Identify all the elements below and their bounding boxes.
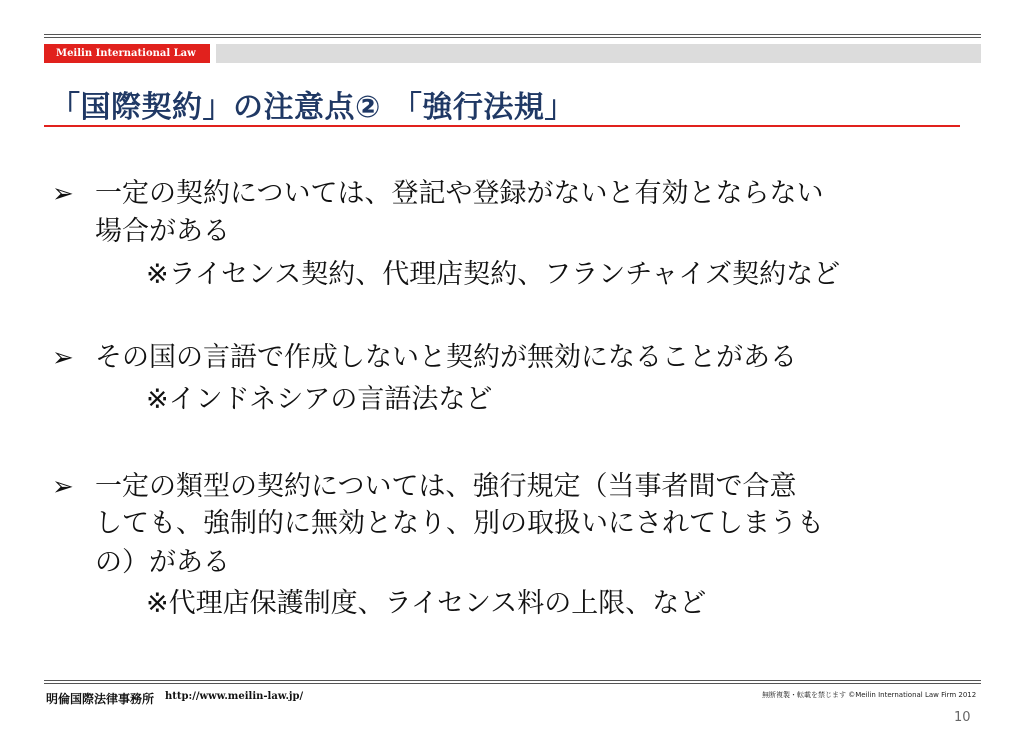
firm-name-badge: Meilin International Law Firm	[44, 44, 210, 63]
bullet-2-line-1: その国の言語で作成しないと契約が無効になることがある	[95, 342, 797, 373]
bullet-3-line-1: 一定の類型の契約については、強行規定（当事者間で合意	[95, 471, 797, 502]
slide-title: 「国際契約」の注意点② 「強行法規」	[50, 90, 575, 125]
footer-rule-2	[44, 683, 981, 684]
title-underline	[44, 125, 960, 127]
header-bar	[216, 44, 981, 63]
bullet-1-line-1: 一定の契約については、登記や登録がないと有効とならない	[95, 178, 824, 209]
page-number: 10	[954, 710, 971, 725]
header-top-rule-2	[44, 37, 981, 38]
bullet-1-note: ※ライセンス契約、代理店契約、フランチャイズ契約など	[146, 259, 841, 290]
bullet-3-note: ※代理店保護制度、ライセンス料の上限、など	[146, 588, 707, 619]
footer-copyright: 無断複製・転載を禁じます ©Meilin International Law Firm 2012	[762, 691, 977, 699]
footer-url: http://www.meilin-law.jp/	[165, 691, 304, 702]
bullet-marker: ➢	[52, 343, 74, 373]
bullet-2-note: ※インドネシアの言語法など	[146, 384, 493, 415]
bullet-1-line-2: 場合がある	[95, 216, 230, 247]
bullet-3-line-3: の）がある	[95, 547, 230, 578]
header-top-rule	[44, 34, 981, 35]
bullet-3-line-2: しても、強制的に無効となり、別の取扱いにされてしまうも	[95, 508, 824, 539]
footer-rule	[44, 680, 981, 681]
bullet-marker: ➢	[52, 472, 74, 502]
bullet-marker: ➢	[52, 179, 74, 209]
footer-firm-name: 明倫国際法律事務所	[46, 692, 155, 706]
